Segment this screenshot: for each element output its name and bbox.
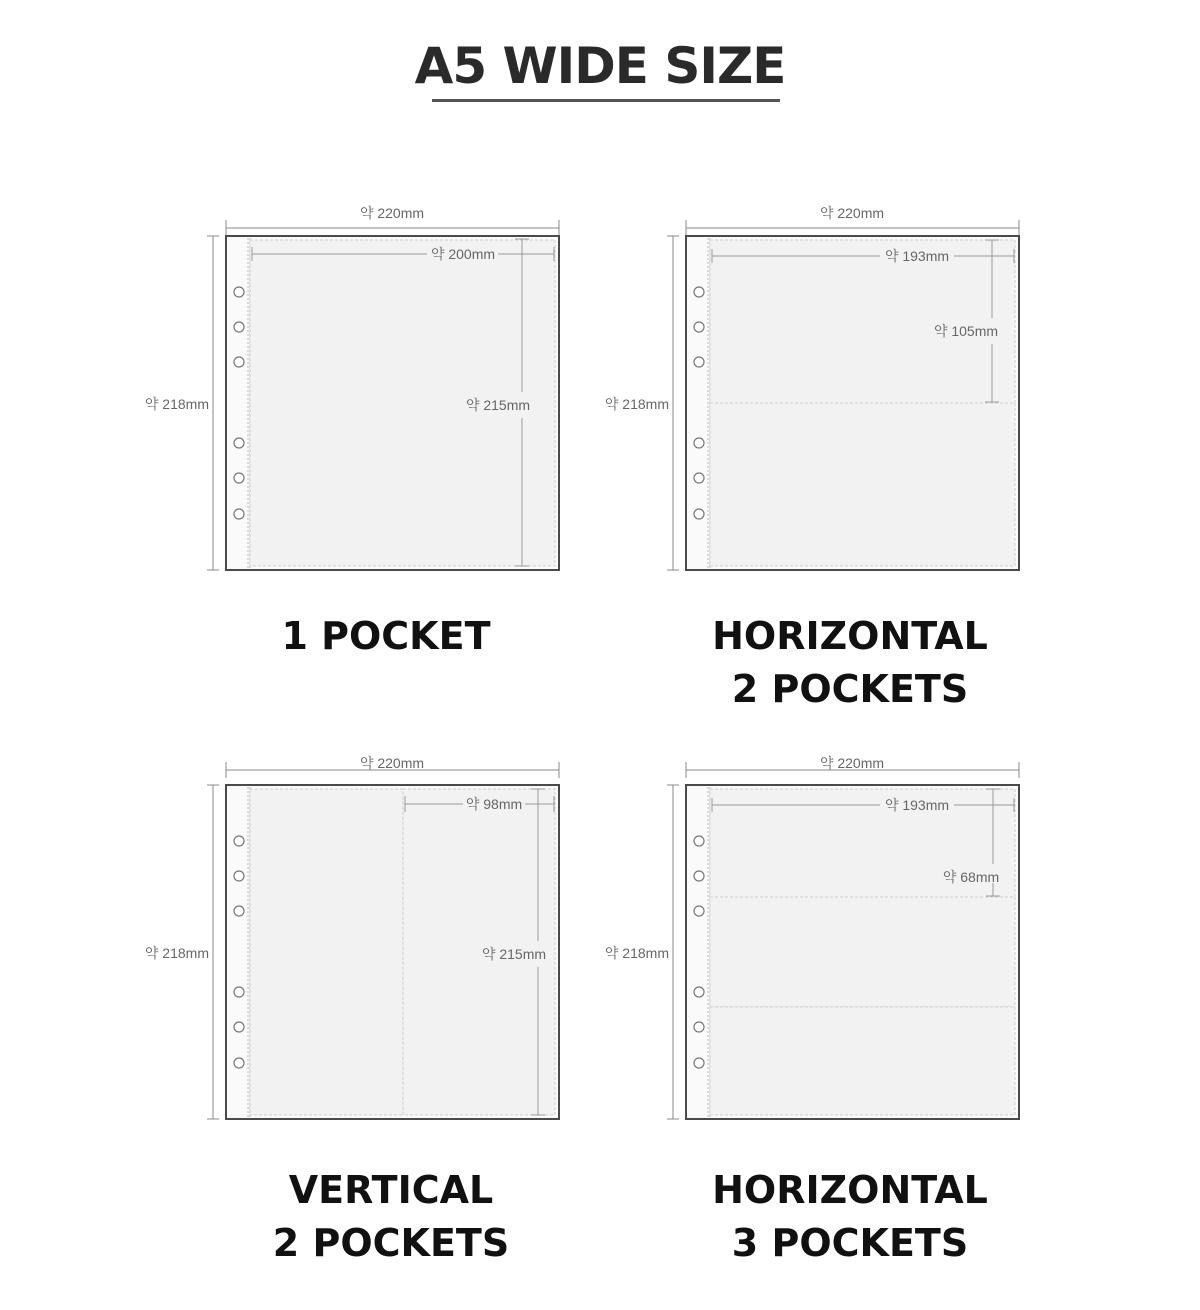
overall-width-label: 약 220mm — [819, 755, 885, 771]
pocket-sheet-diagram — [590, 200, 1150, 600]
caption-line: HORIZONTAL — [712, 1168, 988, 1212]
overall-height-label: 약 218mm — [604, 396, 669, 412]
caption-line: HORIZONTAL — [712, 614, 988, 658]
pocket-area — [710, 1007, 1015, 1115]
caption — [590, 610, 1110, 716]
overall-height-label: 약 218mm — [604, 945, 669, 961]
caption-line: 2 POCKETS — [272, 1221, 510, 1265]
panel-horizontal-3-pockets — [590, 750, 1150, 1310]
caption — [130, 1164, 652, 1270]
pocket-area — [710, 240, 1015, 403]
panel-horizontal-2-pockets — [590, 200, 1150, 760]
inner-width-label: 약 200mm — [430, 246, 496, 262]
page-title: A5 WIDE SIZE — [414, 37, 786, 95]
pocket-area — [710, 897, 1015, 1007]
overall-width-label: 약 220mm — [819, 205, 885, 221]
pocket-area — [250, 789, 403, 1115]
inner-width-label: 약 193mm — [884, 797, 950, 813]
pocket-area — [710, 403, 1015, 566]
overall-height-label: 약 218mm — [144, 396, 209, 412]
caption-line: 1 POCKET — [281, 614, 491, 658]
caption — [130, 610, 642, 663]
overall-width-label: 약 220mm — [359, 755, 425, 771]
caption-line: 2 POCKETS — [731, 667, 969, 711]
overall-height-label: 약 218mm — [144, 945, 209, 961]
inner-height-label: 약 215mm — [465, 397, 531, 413]
inner-width-label: 약 193mm — [884, 248, 950, 264]
caption-line: 3 POCKETS — [731, 1221, 969, 1265]
title-underline — [432, 99, 780, 102]
inner-height-label: 약 68mm — [942, 869, 1000, 885]
caption — [590, 1164, 1110, 1270]
inner-width-label: 약 98mm — [465, 796, 523, 812]
inner-height-label: 약 215mm — [481, 946, 547, 962]
overall-width-label: 약 220mm — [359, 205, 425, 221]
caption-line: VERTICAL — [288, 1168, 494, 1212]
pocket-sheet-diagram — [590, 750, 1150, 1150]
inner-height-label: 약 105mm — [933, 323, 999, 339]
